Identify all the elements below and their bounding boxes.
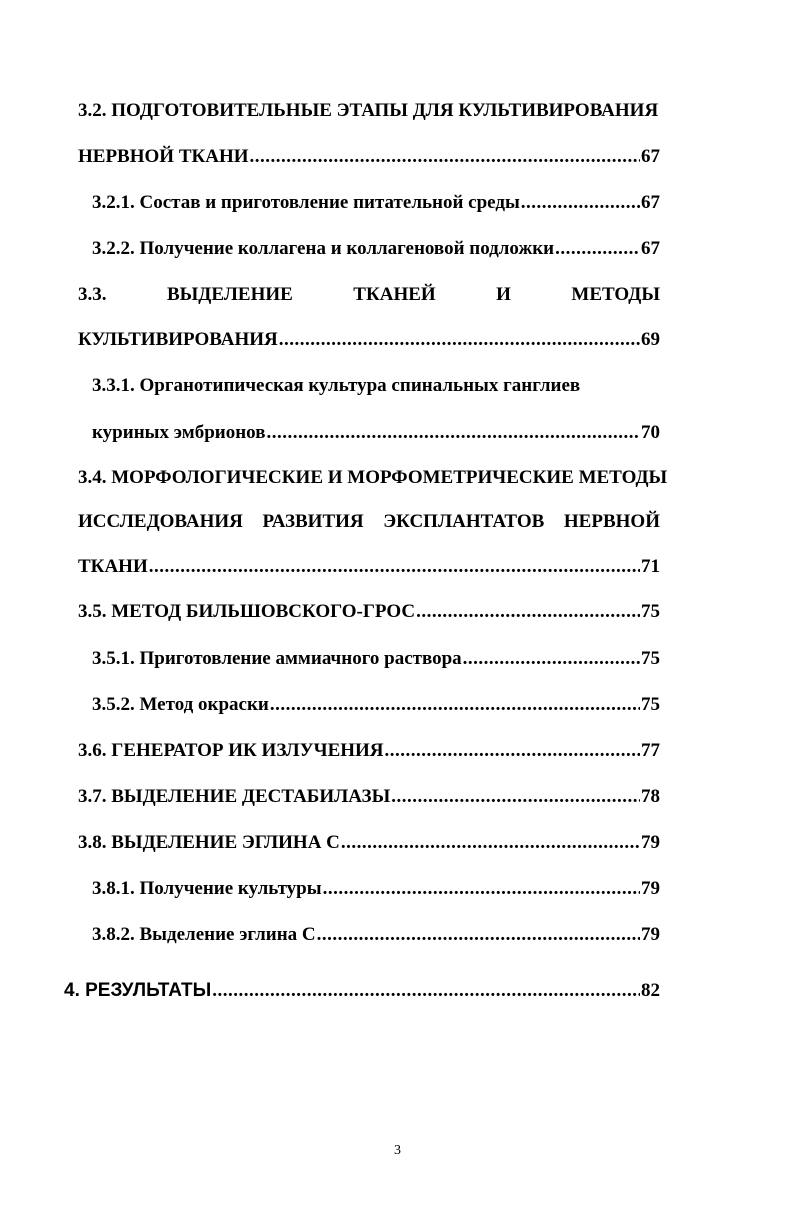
dot-leader — [212, 980, 640, 1002]
toc-page-number: 77 — [641, 740, 660, 761]
toc-entry-3-8-1 — [92, 878, 660, 904]
toc-page-number: 75 — [641, 694, 660, 715]
toc-page-number: 82 — [641, 980, 660, 1001]
toc-word: 3.3. — [78, 284, 107, 305]
toc-entry-text: 3.3.1. Органотипическая культура спинальных ганглиев — [92, 375, 581, 396]
toc-entry-text: 3.8.2. Выделение эглина С — [92, 924, 316, 945]
toc-word: МЕТОДЫ — [571, 284, 660, 305]
toc-page-number: 75 — [641, 648, 660, 669]
toc-entry-text: 3.2.2. Получение коллагена и коллагеновой подложки — [92, 238, 555, 259]
toc-entry-3-2-1 — [92, 192, 660, 218]
dot-leader — [270, 694, 640, 716]
toc-entry-3-3-line2 — [78, 329, 660, 355]
dot-leader — [385, 740, 640, 762]
toc-page-number: 67 — [641, 192, 660, 213]
toc-entry-3-7 — [78, 786, 660, 812]
dot-leader — [555, 238, 640, 260]
toc-entry-3-2-2 — [92, 238, 660, 264]
toc-word: ЭКСПЛАНТАТОВ — [383, 511, 545, 532]
dot-leader — [149, 556, 640, 578]
dot-leader — [279, 329, 640, 351]
dot-leader — [521, 192, 640, 214]
dot-leader — [250, 146, 640, 168]
toc-page-number: 75 — [641, 601, 660, 622]
toc-page-number: 67 — [641, 238, 660, 259]
toc-entry-text: 3.8. ВЫДЕЛЕНИЕ ЭГЛИНА С — [78, 832, 340, 853]
toc-page-number: 67 — [641, 146, 660, 167]
toc-entry-3-8-2 — [92, 924, 660, 950]
toc-word: И — [496, 284, 511, 305]
toc-entry-text: 3.8.1. Получение культуры — [92, 878, 322, 899]
toc-page-number: 71 — [641, 556, 660, 577]
dot-leader — [266, 422, 640, 444]
toc-entry-3-3-1-line1 — [92, 375, 660, 401]
dot-leader — [341, 832, 640, 854]
toc-word: ТКАНЕЙ — [353, 284, 436, 305]
toc-entry-text: НЕРВНОЙ ТКАНИ — [78, 146, 249, 167]
dot-leader — [317, 924, 640, 946]
page-number: 3 — [394, 1143, 401, 1158]
toc-entry-text: ТКАНИ — [78, 556, 148, 577]
dot-leader — [416, 601, 640, 623]
toc-page-number: 78 — [641, 786, 660, 807]
toc-entry-text: 4. РЕЗУЛЬТАТЫ — [64, 980, 212, 1001]
toc-page-number: 79 — [641, 924, 660, 945]
toc-entry-3-4-line2 — [78, 511, 660, 537]
toc-entry-text: 3.5. МЕТОД БИЛЬШОВСКОГО-ГРОС — [78, 601, 416, 622]
toc-entry-3-3-1-line2 — [92, 422, 660, 448]
toc-entry-3-6 — [78, 740, 660, 766]
toc-entry-3-2-line2 — [78, 146, 660, 172]
toc-entry-3-4-line3 — [78, 556, 660, 582]
toc-word: ВЫДЕЛЕНИЕ — [166, 284, 293, 305]
toc-entry-4 — [64, 980, 660, 1006]
toc-entry-3-2-line1 — [78, 100, 660, 126]
dot-leader — [391, 786, 640, 808]
toc-word: РАЗВИТИЯ — [262, 511, 364, 532]
toc-entry-text: куриных эмбрионов — [92, 422, 266, 443]
toc-entry-3-4-line1 — [78, 467, 668, 493]
dot-leader — [463, 648, 640, 670]
toc-page-number: 69 — [641, 329, 660, 350]
toc-page-number: 79 — [641, 878, 660, 899]
toc-word: НЕРВНОЙ — [563, 511, 660, 532]
toc-entry-text: КУЛЬТИВИРОВАНИЯ — [78, 329, 278, 350]
toc-entry-text: 3.6. ГЕНЕРАТОР ИК ИЗЛУЧЕНИЯ — [78, 740, 384, 761]
toc-page-number: 70 — [641, 422, 660, 443]
toc-word: ИССЛЕДОВАНИЯ — [78, 511, 243, 532]
toc-entry-3-8 — [78, 832, 660, 858]
toc-entry-text: 3.2. ПОДГОТОВИТЕЛЬНЫЕ ЭТАПЫ ДЛЯ КУЛЬТИВИРОВАНИЯ — [78, 100, 659, 121]
toc-entry-text: 3.5.2. Метод окраски — [92, 694, 269, 715]
toc-entry-text: 3.5.1. Приготовление аммиачного раствора — [92, 648, 462, 669]
toc-entry-3-3-line1 — [78, 284, 660, 310]
dot-leader — [323, 878, 640, 900]
toc-entry-3-5-1 — [92, 648, 660, 674]
toc-entry-text: 3.2.1. Состав и приготовление питательной среды — [92, 192, 520, 213]
toc-entry-3-5 — [78, 601, 660, 627]
toc-page-number: 79 — [641, 832, 660, 853]
toc-entry-text: 3.7. ВЫДЕЛЕНИЕ ДЕСТАБИЛАЗЫ — [78, 786, 391, 807]
toc-entry-text: 3.4. МОРФОЛОГИЧЕСКИЕ И МОРФОМЕТРИЧЕСКИЕ МЕТОДЫ — [78, 467, 668, 488]
toc-entry-3-5-2 — [92, 694, 660, 720]
